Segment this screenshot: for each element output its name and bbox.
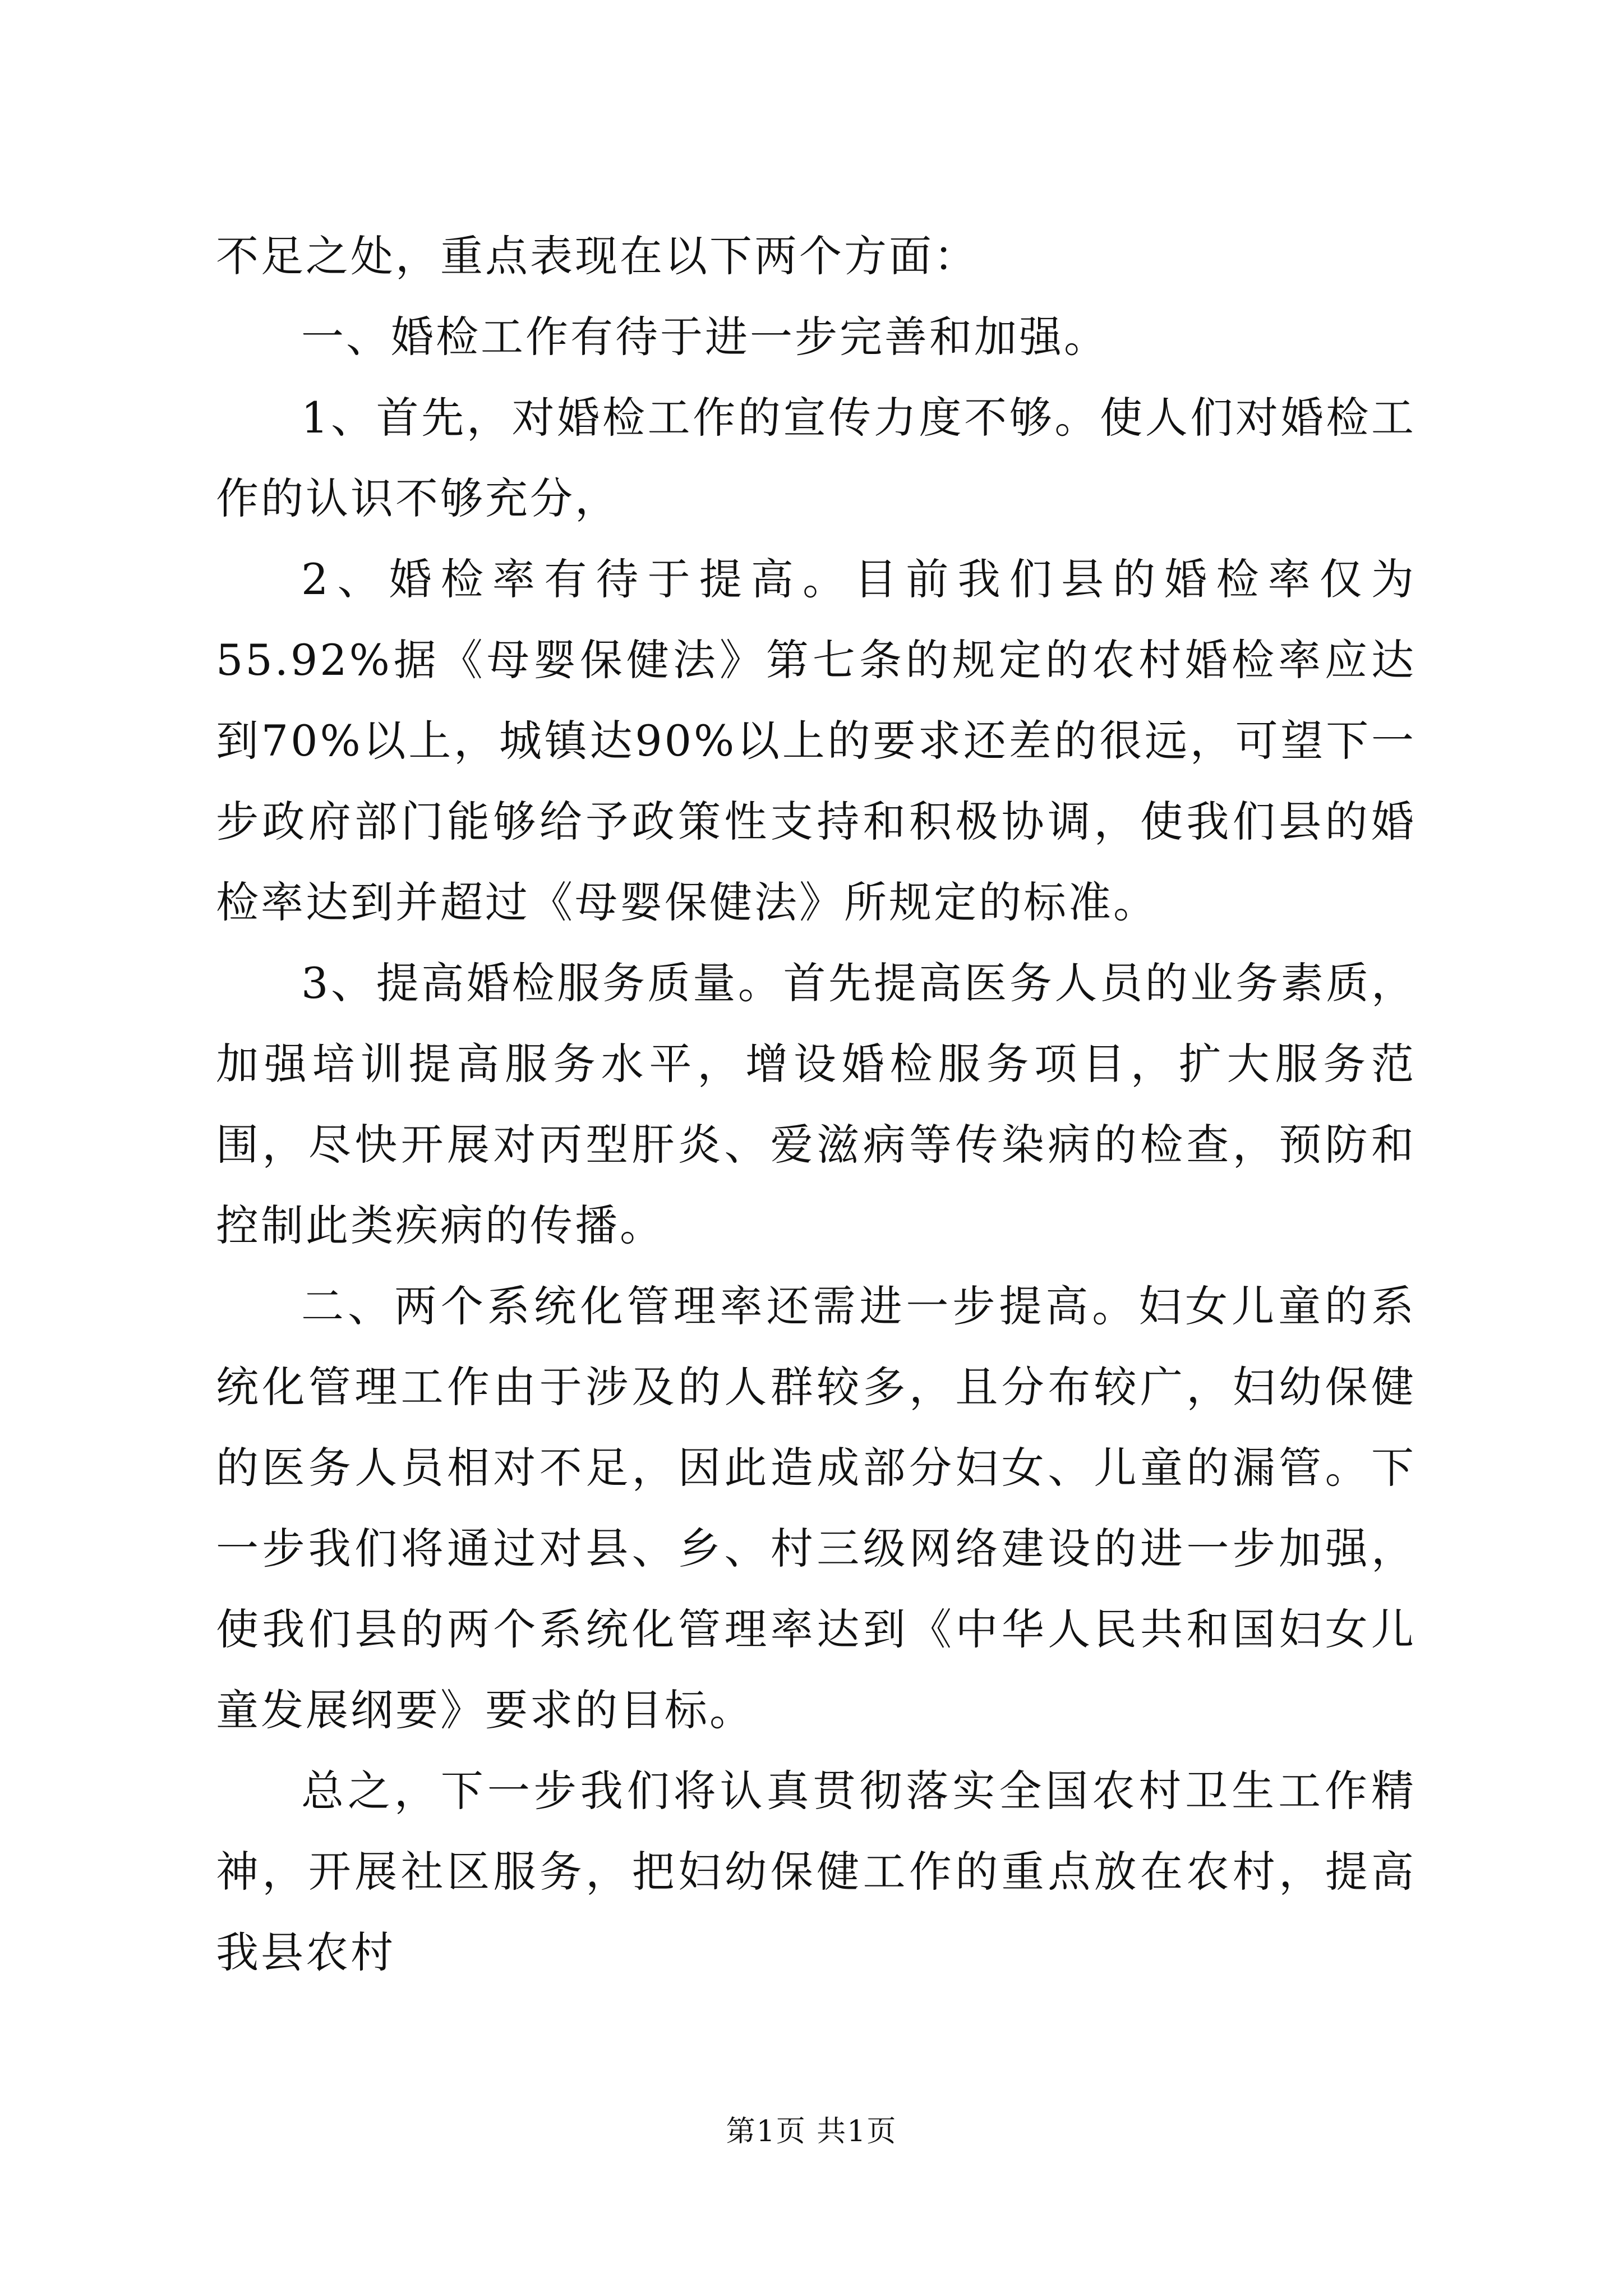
paragraph-section-two: 二、两个系统化管理率还需进一步提高。妇女儿童的系统化管理工作由于涉及的人群较多，且分布较广，妇幼保健的医务人员相对不足，因此造成部分妇女、儿童的漏管。下一步我们将通过对县、乡、村三级网络建设的进一步加强，使我们县的两个系统化管理率达到《中华人民共和国妇女儿童发展纲要》要求的目标。 — [216, 1281, 1416, 1735]
document-body — [216, 216, 1416, 1993]
paragraph-item-3: 3、提高婚检服务质量。首先提高医务人员的业务素质，加强培训提高服务水平，增设婚检服务项目，扩大服务范围，尽快开展对丙型肝炎、爱滋病等传染病的检查，预防和控制此类疾病的传播。 — [216, 958, 1416, 1250]
paragraph-item-2: 2、婚检率有待于提高。目前我们县的婚检率仅为55.92%据《母婴保健法》第七条的规定的农村婚检率应达到70%以上，城镇达90%以上的要求还差的很远，可望下一步政府部门能够给予政策性支持和积极协调，使我们县的婚检率达到并超过《母婴保健法》所规定的标准。 — [216, 554, 1416, 927]
paragraph-section-one-heading: 一、婚检工作有待于进一步完善和加强。 — [301, 312, 1109, 362]
paragraph-item-1: 1、首先，对婚检工作的宣传力度不够。使人们对婚检工作的认识不够充分， — [216, 393, 1416, 523]
paragraph-conclusion: 总之，下一步我们将认真贯彻落实全国农村卫生工作精神，开展社区服务，把妇幼保健工作的重点放在农村，提高我县农村 — [216, 1766, 1416, 1977]
page-footer: 第1页 共1页 — [726, 2115, 897, 2148]
paragraph-continuation: 不足之处，重点表现在以下两个方面： — [216, 231, 979, 281]
